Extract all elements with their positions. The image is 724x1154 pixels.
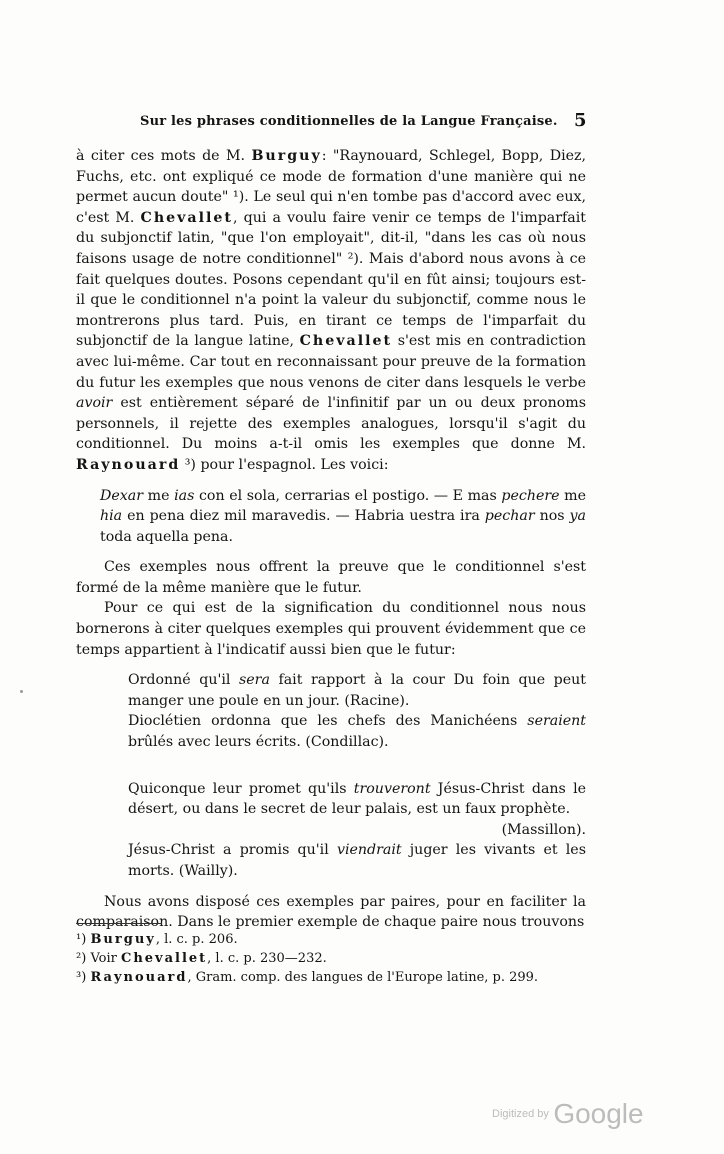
example-1: Ordonné qu'il sera fait rapport à la cour Du foin que peut manger une poule en un jour. (Racine).	[128, 672, 586, 709]
spanish-quote: Dexar me ias con el sola, cerrarias el postigo. — E mas pechere me hia en pena diez mil maravedis. — Habria uestra ira pechar nos ya toda aquella pena.	[100, 487, 586, 545]
margin-mark	[20, 690, 23, 693]
paragraph-2: Ces exemples nous offrent la preuve que le conditionnel s'est formé de la même manière que le futur.	[76, 559, 586, 596]
digitized-watermark: Digitized by Google	[492, 1098, 644, 1129]
google-logo: Google	[553, 1098, 644, 1129]
example-2: Dioclétien ordonna que les chefs des Manichéens seraient brûlés avec leurs écrits. (Condillac).	[128, 713, 586, 751]
page-number: 5	[574, 110, 587, 131]
paragraph-1: à citer ces mots de M. Burguy: "Raynouard, Schlegel, Bopp, Diez, Fuchs, etc. ont expliqué ce mode de formation d'une manière qui ne permet aucun doute" ¹). Le seul qui n'en tombe pas d'accord avec eux, c'est M. Chevallet, qui a voulu faire venir ce temps de l'imparfait du subjonctif latin, "que l'on employait", dit-il, "dans les cas où nous faisons usage de notre conditionnel" ²). Mais d'abord nous avons à ce fait quelques doutes. Posons cependant qu'il en fût ainsi; toujours est-il que le conditionnel n'a point la valeur du subjonctif, comme nous le montrerons plus tard. Puis, en tirant ce temps de l'imparfait du subjonctif de la langue latine, Chevallet s'est mis en contradiction avec lui-même. Car tout en reconnaissant pour preuve de la formation du futur les exemples que nous venons de citer dans lesquels le verbe avoir est entièrement séparé de l'infinitif par un ou deux pronoms personnels, il rejette des exemples analogues, lorsqu'il s'agit du conditionnel. Du moins a-t-il omis les exemples que donne M. Raynouard ³) pour l'espagnol. Les voici:	[76, 148, 586, 473]
running-title: Sur les phrases conditionnelles de la Langue Française.	[140, 114, 558, 129]
author-name: Chevallet	[299, 333, 393, 350]
example-3: Quiconque leur promet qu'ils trouveront Jésus-Christ dans le désert, ou dans le secret de leur palais, est un faux prophète.	[128, 780, 586, 818]
example-4: Jésus-Christ a promis qu'il viendrait juger les vivants et les morts. (Wailly).	[128, 842, 586, 879]
footnote-3: ³) Raynouard, Gram. comp. des langues de l'Europe latine, p. 299.	[76, 970, 539, 985]
footnote-rule	[76, 923, 162, 924]
author-name: Raynouard	[76, 456, 181, 473]
emphasis: avoir	[76, 395, 113, 412]
footnote-2: ²) Voir Chevallet, l. c. p. 230—232.	[76, 951, 327, 966]
author-name: Chevallet	[140, 209, 233, 226]
author-name: Burguy	[251, 148, 322, 164]
paragraph-4: Nous avons disposé ces exemples par paires, pour en faciliter la comparaison. Dans le premier exemple de chaque paire nous trouvons	[76, 893, 586, 931]
paragraph-3: Pour ce qui est de la signification du conditionnel nous nous bornerons à citer quelques exemples qui prouvent évidemment que ce temps appartient à l'indicatif aussi bien que le futur:	[76, 600, 586, 658]
example-3-source: (Massillon).	[501, 821, 586, 838]
main-text	[76, 146, 586, 933]
footnote-1: ¹) Burguy, l. c. p. 206.	[76, 932, 238, 947]
footnotes	[76, 930, 596, 987]
